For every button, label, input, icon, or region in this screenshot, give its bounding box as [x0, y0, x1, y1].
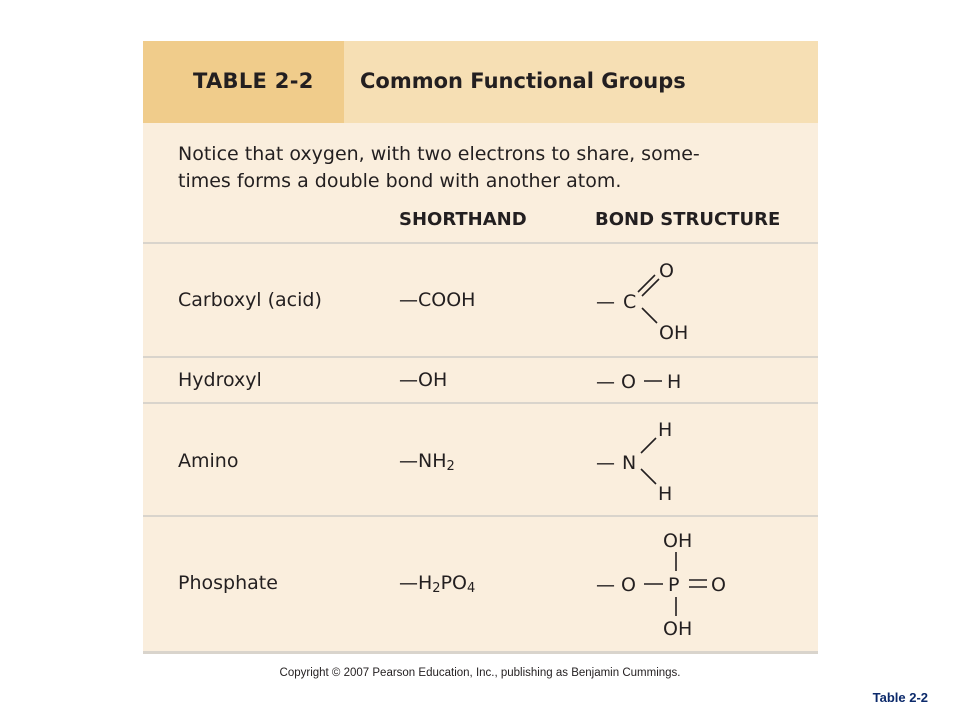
table-bottom-border — [143, 651, 818, 654]
shorthand-amino — [399, 450, 455, 474]
double-bond-line-2 — [642, 279, 659, 296]
intro-line-1: Notice that oxygen, with two electrons to share, some- — [178, 143, 700, 165]
shorthand-text: —NH — [399, 450, 447, 472]
atom-o-top: O — [659, 260, 674, 282]
single-bond-line-bottom — [641, 469, 656, 484]
row-divider — [143, 402, 818, 404]
shorthand-carboxyl: —COOH — [399, 289, 476, 311]
shorthand-subscript: 2 — [432, 581, 441, 596]
atom-n: N — [622, 452, 637, 474]
row-divider — [143, 356, 818, 358]
shorthand-subscript: 2 — [446, 459, 455, 474]
row-name-phosphate: Phosphate — [178, 572, 278, 594]
intro-line-2: times forms a double bond with another atom. — [178, 170, 622, 192]
table-title: Common Functional Groups — [360, 69, 686, 93]
atom-o-left: O — [621, 574, 636, 596]
bond-structure-carboxyl — [592, 255, 732, 351]
atom-c: C — [623, 291, 637, 313]
column-header-shorthand: SHORTHAND — [399, 209, 527, 230]
shorthand-subscript: 4 — [467, 581, 476, 596]
table-intro — [178, 141, 778, 195]
row-name-text: Amino — [178, 450, 239, 472]
atom-oh-bottom: OH — [663, 618, 693, 640]
bond-dash: — — [596, 574, 615, 596]
bond-dash: — — [596, 452, 615, 474]
row-divider — [143, 242, 818, 244]
column-header-bond-structure: BOND STRUCTURE — [595, 209, 781, 230]
slide-caption: Table 2-2 — [872, 690, 928, 705]
atom-o: O — [621, 371, 636, 393]
single-bond-line — [642, 308, 657, 323]
double-bond-line-1 — [638, 275, 655, 292]
atom-h-top: H — [658, 419, 673, 441]
shorthand-phosphate — [399, 572, 475, 596]
row-name-amino — [178, 450, 238, 472]
atom-h-bottom: H — [658, 483, 673, 505]
single-bond-line-top — [641, 438, 656, 453]
bond-dash: — — [596, 291, 615, 313]
shorthand-text: —H — [399, 572, 433, 594]
atom-oh-bottom: OH — [659, 322, 689, 344]
bond-dash: — — [596, 371, 615, 393]
atom-oh-top: OH — [663, 530, 693, 552]
bond-structure-hydroxyl — [592, 363, 732, 397]
atom-o-right: O — [711, 574, 726, 596]
functional-groups-table — [143, 41, 818, 654]
copyright-notice: Copyright © 2007 Pearson Education, Inc., publishing as Benjamin Cummings. — [279, 667, 681, 679]
row-divider — [143, 515, 818, 517]
row-name-carboxyl: Carboxyl (acid) — [178, 289, 322, 311]
atom-p: P — [668, 574, 680, 596]
bond-structure-amino — [592, 416, 732, 508]
shorthand-hydroxyl: —OH — [399, 369, 448, 391]
atom-h: H — [667, 371, 682, 393]
shorthand-text: PO — [440, 572, 467, 594]
table-number: TABLE 2-2 — [193, 69, 314, 93]
bond-structure-phosphate — [592, 525, 762, 643]
row-name-hydroxyl: Hydroxyl — [178, 369, 262, 391]
